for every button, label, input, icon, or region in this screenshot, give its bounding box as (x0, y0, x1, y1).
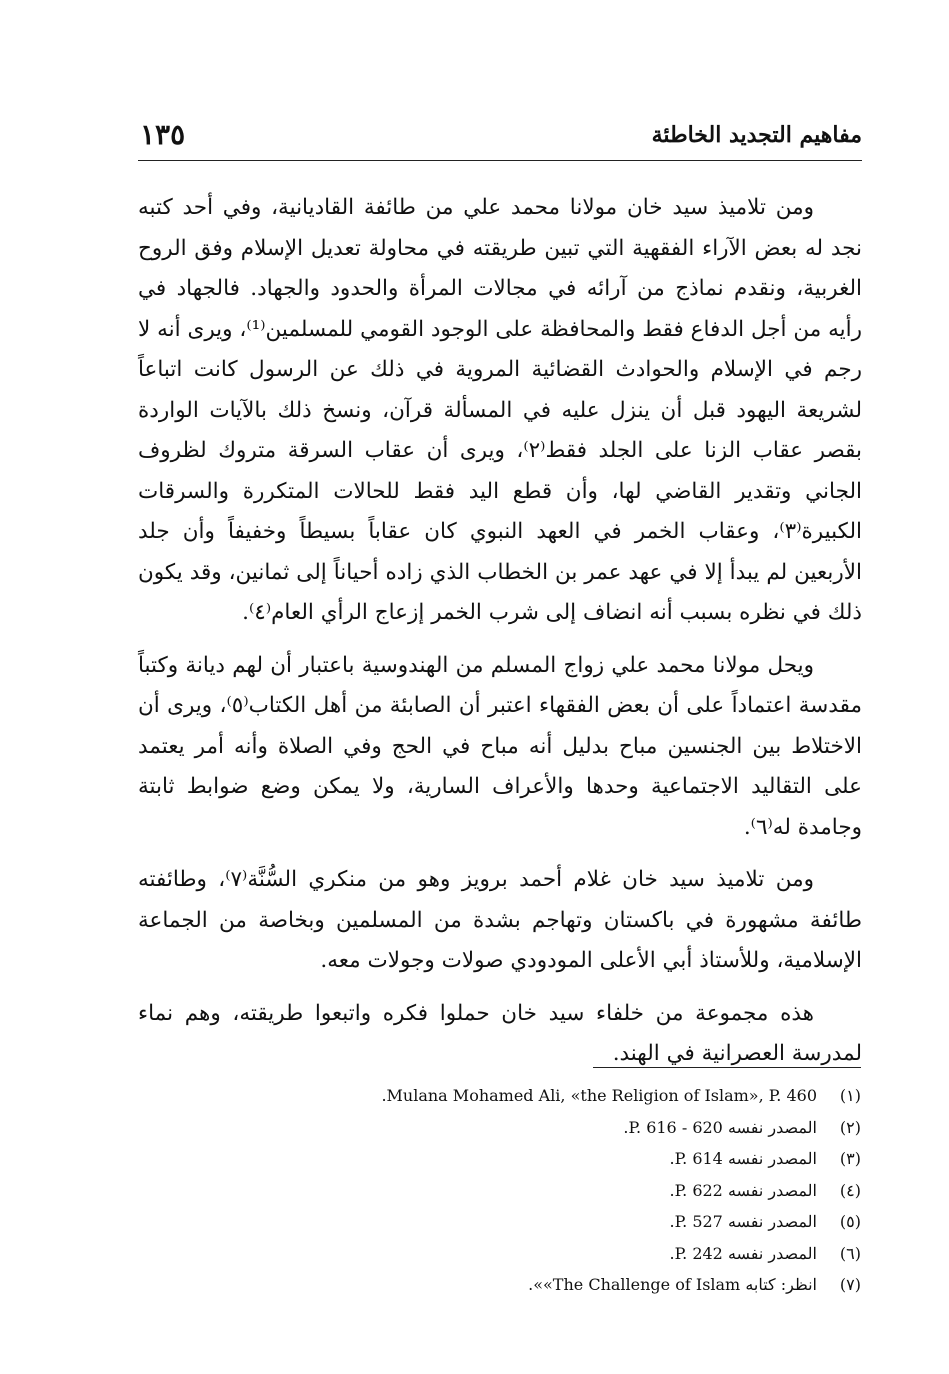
footnote-number: (٢) (839, 1117, 861, 1137)
page-header (138, 118, 862, 162)
footnote-divider (593, 1067, 861, 1068)
footnote-item (341, 1080, 861, 1112)
footnote-number: (٣) (839, 1149, 861, 1168)
footnotes (341, 1080, 861, 1301)
running-title: مفاهيم التجديد الخاطئة (651, 122, 862, 148)
footnote-number: (١) (839, 1086, 861, 1105)
footnote-text: Mulana Mohamed Ali, «the Religion of Islam», P. 460. (381, 1086, 817, 1105)
footnote-item (341, 1206, 861, 1238)
footnote-text: المصدر نفسه ‎P. 242. (669, 1243, 817, 1263)
footnote-text: المصدر نفسه ‎P. 527. (669, 1212, 817, 1231)
paragraph: ومن تلاميذ سيد خان غلام أحمد برويز وهو من منكري السُّنَّة⁽٧⁾، وطائفته طائفة مشهورة في باكستان وتهاجم بشدة من المسلمين وبخاصة من الجماعة الإسلامية، وللأستاذ أبي الأعلى المودودي صولات وجولات معه. (138, 867, 862, 973)
footnote-text: المصدر نفسه ‎P. 622. (669, 1180, 817, 1200)
footnote-number: (٦) (839, 1243, 861, 1263)
page-number: ١٣٥ (140, 118, 186, 151)
paragraph: هذه مجموعة من خلفاء سيد خان حملوا فكره واتبعوا طريقته، وهم نماء لمدرسة العصرانية في الهند. (138, 1000, 862, 1066)
footnote-text: المصدر نفسه ‎P. 616 - 620. (623, 1117, 817, 1137)
paragraph: ومن تلاميذ سيد خان مولانا محمد علي من طائفة القاديانية، وفي أحد كتبه نجد له بعض الآراء الفقهية التي تبين طريقته في محاولة تعديل الإسلام وفق الروح الغربية، ونقدم نماذج من آرائه في مجالات المرأة والحدود والجهاد. فالجهاد في رأيه من أجل الدفاع فقط والمحافظة على الوجود القومي للمسلمين⁽¹⁾، ويرى أنه لا رجم في الإسلام والحوادث القضائية المروية في ذلك عن الرسول كانت اتباعاً لشريعة اليهود قبل أن ينزل عليه في المسألة قرآن، ونسخ ذلك بالآيات الواردة بقصر عقاب الزنا على الجلد فقط⁽٢⁾، ويرى أن عقاب السرقة متروك لظروف الجاني وتقدير القاضي لها، وأن قطع اليد فقط للحالات المتكررة والسرقات الكبيرة⁽٣⁾، وعقاب الخمر في العهد النبوي كان عقاباً بسيطاً وخفيفاً وأن جلد الأربعين لم يبدأ إلا في عهد عمر بن الخطاب الذي زاده أحياناً إلى ثمانين، وقد يكون ذلك في نظره بسبب أنه انضاف إلى شرب الخمر إزعاج الرأي العام⁽٤⁾. (138, 195, 862, 625)
footnote-item (341, 1175, 861, 1207)
header-divider (138, 160, 862, 161)
paragraph: ويحل مولانا محمد علي زواج المسلم من الهندوسية باعتبار أن لهم ديانة وكتباً مقدسة اعتماداً على أن بعض الفقهاء اعتبر أن الصابئة من أهل الكتاب⁽٥⁾، ويرى أن الاختلاط بين الجنسين مباح بدليل أنه مباح في الحج وفي الصلاة وأنه أمر يعتمد على التقاليد الاجتماعية وحدها والأعراف السارية، ولا يمكن وضع ضوابط ثابتة وجامدة له⁽٦⁾. (138, 652, 862, 840)
footnote-text: انظر: كتابه ‎«The Challenge of Islam». (528, 1275, 817, 1294)
footnote-item (341, 1269, 861, 1301)
main-text (138, 188, 862, 1087)
footnote-number: (٧) (839, 1275, 861, 1294)
footnote-number: (٤) (839, 1180, 861, 1200)
footnote-text: المصدر نفسه ‎P. 614. (669, 1149, 817, 1168)
footnote-item (341, 1112, 861, 1144)
footnote-item (341, 1238, 861, 1270)
footnote-number: (٥) (839, 1212, 861, 1231)
footnote-item (341, 1143, 861, 1175)
